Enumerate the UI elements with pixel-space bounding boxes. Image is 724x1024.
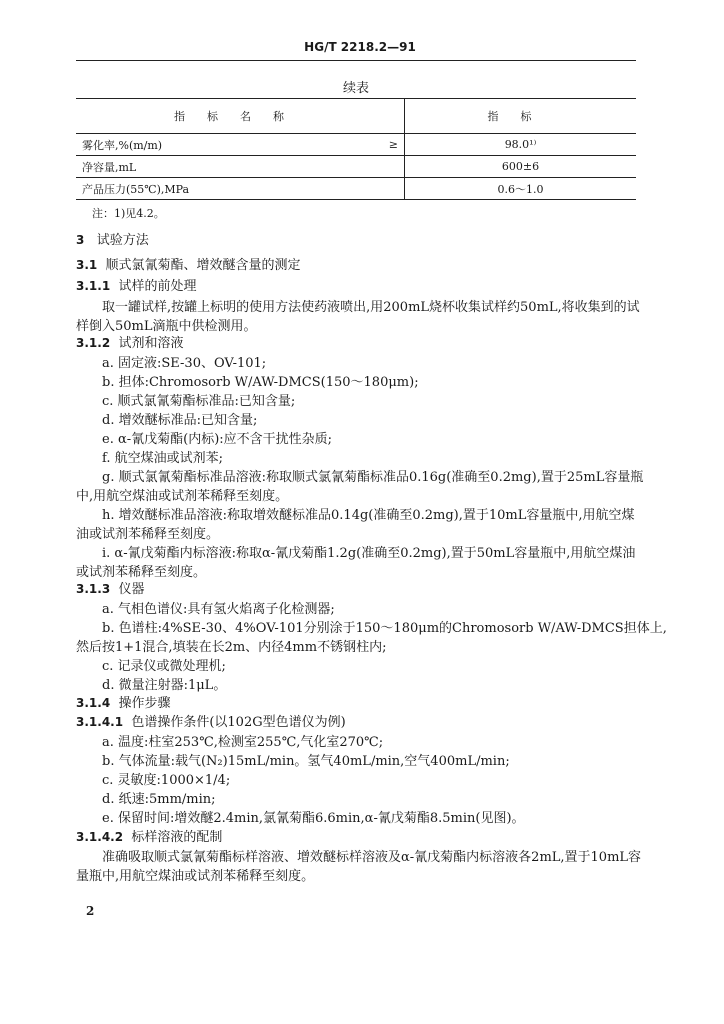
section-number: 3.1 (76, 258, 98, 272)
list-item: b. 色谱柱:4%SE-30、4%OV-101分别涂于150～180μm的Chromosorb W/AW-DMCS担体上, (102, 621, 667, 636)
section-heading (76, 275, 196, 294)
row-value: 0.6～1.0 (405, 178, 637, 200)
list-item: d. 增效醚标准品:已知含量; (102, 413, 258, 428)
body-text: 准确吸取顺式氯氰菊酯标样溶液、增效醚标样溶液及α-氰戊菊酯内标溶液各2mL,置于10mL容 (102, 850, 642, 865)
table-row (76, 156, 636, 178)
section-title: 顺式氯氰菊酯、增效醚含量的测定 (105, 258, 301, 273)
section-heading (76, 692, 170, 711)
row-name: 产品压力(55℃),MPa (76, 178, 362, 200)
section-number: 3 (76, 233, 85, 247)
section-title: 试剂和溶液 (118, 336, 184, 351)
list-item-cont: 然后按1+1混合,填装在长2m、内径4mm不锈钢柱内; (76, 640, 387, 655)
section-heading (76, 578, 144, 597)
spec-table (76, 98, 636, 200)
row-symbol (362, 178, 405, 200)
list-item: h. 增效醚标准品溶液:称取增效醚标准品0.14g(准确至0.2mg),置于10mL容量瓶中,用航空煤 (102, 508, 635, 523)
list-item-cont: 或试剂苯稀释至刻度。 (76, 565, 207, 580)
section-title: 仪器 (118, 582, 145, 597)
table-header-row (76, 99, 636, 134)
list-item-cont: 中,用航空煤油或试剂苯稀释至刻度。 (76, 489, 289, 504)
list-item: g. 顺式氯氰菊酯标准品溶液:称取顺式氯氰菊酯标准品0.16g(准确至0.2mg),置于25mL容量瓶 (102, 470, 644, 485)
section-title: 色谱操作条件(以102G型色谱仪为例) (131, 715, 346, 730)
body-text: 量瓶中,用航空煤油或试剂苯稀释至刻度。 (76, 869, 315, 884)
row-name: 雾化率,%(m/m) (76, 134, 362, 156)
list-item: d. 微量注射器:1μL。 (102, 678, 227, 693)
section-number: 3.1.2 (76, 336, 111, 350)
list-item: i. α-氰戊菊酯内标溶液:称取α-氰戊菊酯1.2g(准确至0.2mg),置于50mL容量瓶中,用航空煤油 (102, 546, 636, 561)
section-number: 3.1.4.2 (76, 830, 124, 844)
section-heading (76, 711, 346, 730)
section-title: 试验方法 (96, 233, 149, 248)
row-symbol: ≥ (362, 134, 405, 156)
list-item: a. 气相色谱仪:具有氢火焰离子化检测器; (102, 602, 335, 617)
section-number: 3.1.4 (76, 696, 111, 710)
section-number: 3.1.1 (76, 279, 111, 293)
list-item: c. 顺式氯氰菊酯标准品:已知含量; (102, 394, 296, 409)
body-text: 取一罐试样,按罐上标明的使用方法使药液喷出,用200mL烧杯收集试样约50mL,将收集到的试 (102, 300, 640, 315)
list-item: e. α-氰戊菊酯(内标):应不含干扰性杂质; (102, 432, 333, 447)
section-number: 3.1.4.1 (76, 715, 124, 729)
table-row (76, 178, 636, 200)
table-row (76, 134, 636, 156)
section-title: 标样溶液的配制 (131, 830, 223, 845)
section-heading (76, 332, 183, 351)
list-item: d. 纸速:5mm/min; (102, 792, 216, 807)
list-item: a. 固定液:SE-30、OV-101; (102, 356, 267, 371)
section-heading (76, 229, 149, 248)
list-item: f. 航空煤油或试剂苯; (102, 451, 223, 466)
list-item: b. 担体:Chromosorb W/AW-DMCS(150～180μm); (102, 375, 419, 390)
row-value: 98.0¹⁾ (405, 134, 637, 156)
body-text: 样倒入50mL滴瓶中供检测用。 (76, 319, 257, 334)
table-note: 注：1)见4.2。 (92, 207, 165, 220)
row-name: 净容量,mL (76, 156, 362, 178)
row-value: 600±6 (405, 156, 637, 178)
list-item: e. 保留时间:增效醚2.4min,氯氰菊酯6.6min,α-氰戊菊酯8.5min(见图)。 (102, 811, 525, 826)
list-item: b. 气体流量:载气(N₂)15mL/min。氢气40mL/min,空气400mL/min; (102, 754, 510, 769)
standard-code: HG/T 2218.2—91 (304, 40, 416, 54)
list-item: c. 灵敏度:1000×1/4; (102, 773, 231, 788)
list-item-cont: 油或试剂苯稀释至刻度。 (76, 527, 220, 542)
col-header-value: 指标 (405, 99, 637, 134)
row-symbol (362, 156, 405, 178)
list-item: a. 温度:柱室253℃,检测室255℃,气化室270℃; (102, 735, 384, 750)
header-rule (76, 60, 636, 61)
section-title: 试样的前处理 (118, 279, 197, 294)
list-item: c. 记录仪或微处理机; (102, 659, 226, 674)
table-continued-label: 续表 (342, 81, 369, 96)
col-header-name: 指标名称 (76, 99, 405, 134)
page-number: 2 (86, 904, 95, 918)
section-heading (76, 254, 301, 273)
section-title: 操作步骤 (118, 696, 171, 711)
section-number: 3.1.3 (76, 582, 111, 596)
section-heading (76, 826, 222, 845)
